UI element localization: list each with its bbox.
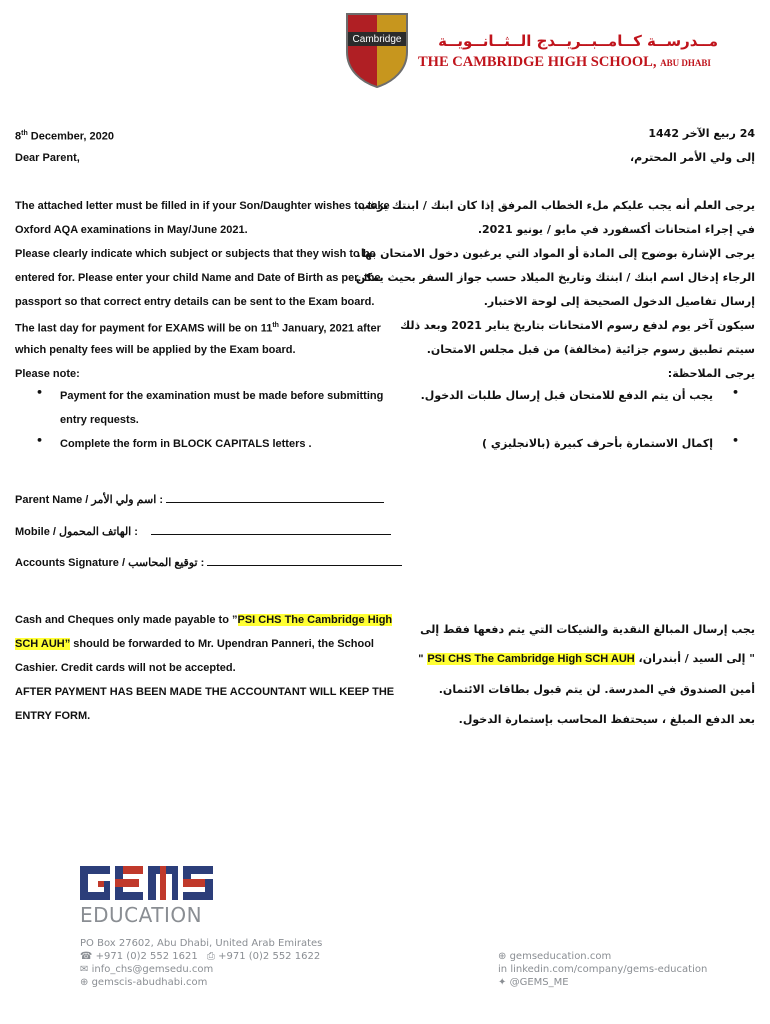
twitter-icon: ✦: [498, 977, 507, 988]
payment-ar-line-3: أمين الصندوق في المدرسة. لن يتم قبول بطاقات الائتمان.: [438, 683, 755, 696]
footer-email[interactable]: info_chs@gemsedu.com: [91, 964, 214, 975]
gems-logo-education: EDUCATION: [80, 903, 203, 927]
footer-web-row[interactable]: [80, 977, 207, 989]
school-crest: [345, 12, 409, 88]
footer-twitter[interactable]: @GEMS_ME: [509, 977, 569, 988]
body-ar-line-3: يرجى الإشارة بوضوح إلى المادة أو المواد التي يرغبون دخول الامتحان بها.: [356, 247, 755, 260]
footer-phone-row: [80, 951, 320, 963]
greeting-ar: إلى ولي الأمر المحترم،: [629, 151, 755, 164]
globe-icon: ⊕: [498, 951, 507, 962]
letter-date-ar: 24 ربيع الآخر 1442: [648, 127, 755, 140]
footer-web2-row[interactable]: [498, 951, 611, 963]
footer-website-2[interactable]: gemseducation.com: [509, 951, 612, 962]
footer-linkedin-row[interactable]: [498, 964, 707, 976]
parent-name-input-line[interactable]: [166, 502, 384, 503]
bullet-dot-en-2: •: [36, 434, 44, 447]
gems-logo-mark: [80, 866, 215, 902]
school-city-text: ABU DHABI: [660, 58, 711, 68]
payment-ar-line-1: يجب إرسال المبالغ النقدية والشيكات التي يتم دفعها فقط إلى: [420, 623, 755, 636]
phone-icon: ☎: [80, 951, 93, 962]
payment-en-line-5: ENTRY FORM.: [15, 710, 91, 722]
body-ar-line-1: يرجى العلم أنه يجب عليكم ملء الخطاب المرفق إذا كان ابنك / ابنتك يرغب: [357, 199, 755, 212]
school-name-english: [418, 54, 711, 71]
payment-en-line-2-post: should be forwarded to Mr. Upendran Panneri, the School: [70, 638, 374, 650]
email-icon: ✉: [80, 964, 89, 975]
payment-ar-highlight: PSI CHS The Cambridge High SCH AUH: [427, 653, 635, 665]
parent-name-field[interactable]: [15, 488, 384, 512]
footer-fax: +971 (0)2 552 1622: [218, 951, 321, 962]
body-ar-line-6: سيكون آخر يوم لدفع رسوم الامتحانات بتاريخ يناير 2021 وبعد ذلك: [400, 319, 755, 332]
body-ar-line-5: إرسال تفاصيل الدخول الصحيحة إلى لوحة الاختبار.: [483, 295, 755, 308]
greeting-en: Dear Parent,: [15, 152, 80, 164]
footer-website[interactable]: gemscis-abudhabi.com: [91, 977, 208, 988]
bullet-en-2: Complete the form in BLOCK CAPITALS letters .: [60, 438, 312, 450]
footer-twitter-row[interactable]: [498, 977, 569, 989]
body-ar-line-4: الرجاء إدخال اسم ابنك / ابنتك وتاريخ الميلاد حسب جواز السفر بحيث يمكن: [355, 271, 755, 284]
parent-name-label: Parent Name / اسم ولي الأمر :: [15, 494, 163, 506]
mobile-field[interactable]: [15, 520, 391, 544]
globe-icon: ⊕: [80, 977, 89, 988]
body-ar-line-2: في إجراء امتحانات أكسفورد في مايو / يونيو 2021.: [477, 223, 755, 236]
body-en-line-5: passport so that correct entry details can be sent to the Exam board.: [15, 296, 375, 308]
mobile-input-line[interactable]: [151, 534, 391, 535]
body-en-line-6: The last day for payment for EXAMS will be on 11th January, 2021 after: [15, 322, 381, 335]
bullet-ar-1: يجب أن يتم الدفع للامتحان قبل إرسال طلبات الدخول.: [420, 389, 713, 402]
signature-field[interactable]: [15, 551, 402, 575]
mobile-label: Mobile / الهاتف المحمول :: [15, 526, 138, 538]
fax-icon: ⎙: [206, 951, 215, 962]
letter-date-en: 8th December, 2020: [15, 130, 114, 143]
bullet-dot-ar-2: •: [732, 434, 740, 447]
payment-en-highlight-2: SCH AUH”: [15, 638, 71, 650]
payment-en-line-2: [15, 632, 374, 656]
body-en-line-4: entered for. Please enter your child Name and Date of Birth as per. the: [15, 272, 381, 284]
signature-label: Accounts Signature / توقيع المحاسب :: [15, 557, 205, 569]
footer-address: PO Box 27602, Abu Dhabi, United Arab Emirates: [80, 938, 323, 949]
body-ar-line-8: يرجى الملاحظة:: [667, 367, 755, 380]
payment-en-line-4: AFTER PAYMENT HAS BEEN MADE THE ACCOUNTANT WILL KEEP THE: [15, 686, 395, 698]
body-en-line-3: Please clearly indicate which subject or subjects that they wish to be: [15, 248, 376, 260]
body-en-line-8: Please note:: [15, 368, 80, 380]
bullet-en-1-line-2: entry requests.: [60, 414, 139, 426]
school-name-arabic: مــدرســة كــامــبــريــدج الــثــانــويــة: [438, 32, 718, 50]
bullet-ar-2: إكمال الاستمارة بأحرف كبيرة (بالانجليزي ): [482, 437, 713, 450]
footer-linkedin[interactable]: linkedin.com/company/gems-education: [510, 964, 708, 975]
crest-label: Cambridge: [352, 34, 402, 45]
payment-ar-line-4: بعد الدفع المبلغ ، سيحتفظ المحاسب بإستمارة الدخول.: [458, 713, 755, 726]
payment-en-line-1-pre: Cash and Cheques only made payable to ”: [15, 614, 238, 626]
signature-input-line[interactable]: [207, 565, 402, 566]
payment-ar-line-2: [418, 648, 755, 670]
body-en-line-1: The attached letter must be filled in if your Son/Daughter wishes to take: [15, 200, 390, 212]
bullet-en-1-line-1: Payment for the examination must be made before submitting: [60, 390, 384, 402]
bullet-dot-ar-1: •: [732, 386, 740, 399]
body-en-line-7: which penalty fees will be applied by the Exam board.: [15, 344, 296, 356]
payment-ar-line-2-pre: ": [418, 653, 424, 665]
payment-en-line-1: [15, 608, 392, 632]
payment-en-line-3: Cashier. Credit cards will not be accepted.: [15, 662, 236, 674]
gems-logo: [80, 866, 215, 902]
school-name-en-text: THE CAMBRIDGE HIGH SCHOOL,: [418, 54, 657, 70]
bullet-dot-en-1: •: [36, 386, 44, 399]
linkedin-icon: in: [498, 964, 508, 975]
body-en-line-2: Oxford AQA examinations in May/June 2021.: [15, 224, 248, 236]
body-ar-line-7: سيتم تطبيق رسوم جزائية (مخالفة) من قبل مجلس الامتحان.: [426, 343, 755, 356]
payment-ar-line-2-post: " إلى السيد / أبندران،: [638, 652, 755, 665]
payment-en-highlight-1: PSI CHS The Cambridge High: [237, 614, 393, 626]
footer-email-row[interactable]: [80, 964, 213, 976]
footer-tel: +971 (0)2 552 1621: [95, 951, 198, 962]
